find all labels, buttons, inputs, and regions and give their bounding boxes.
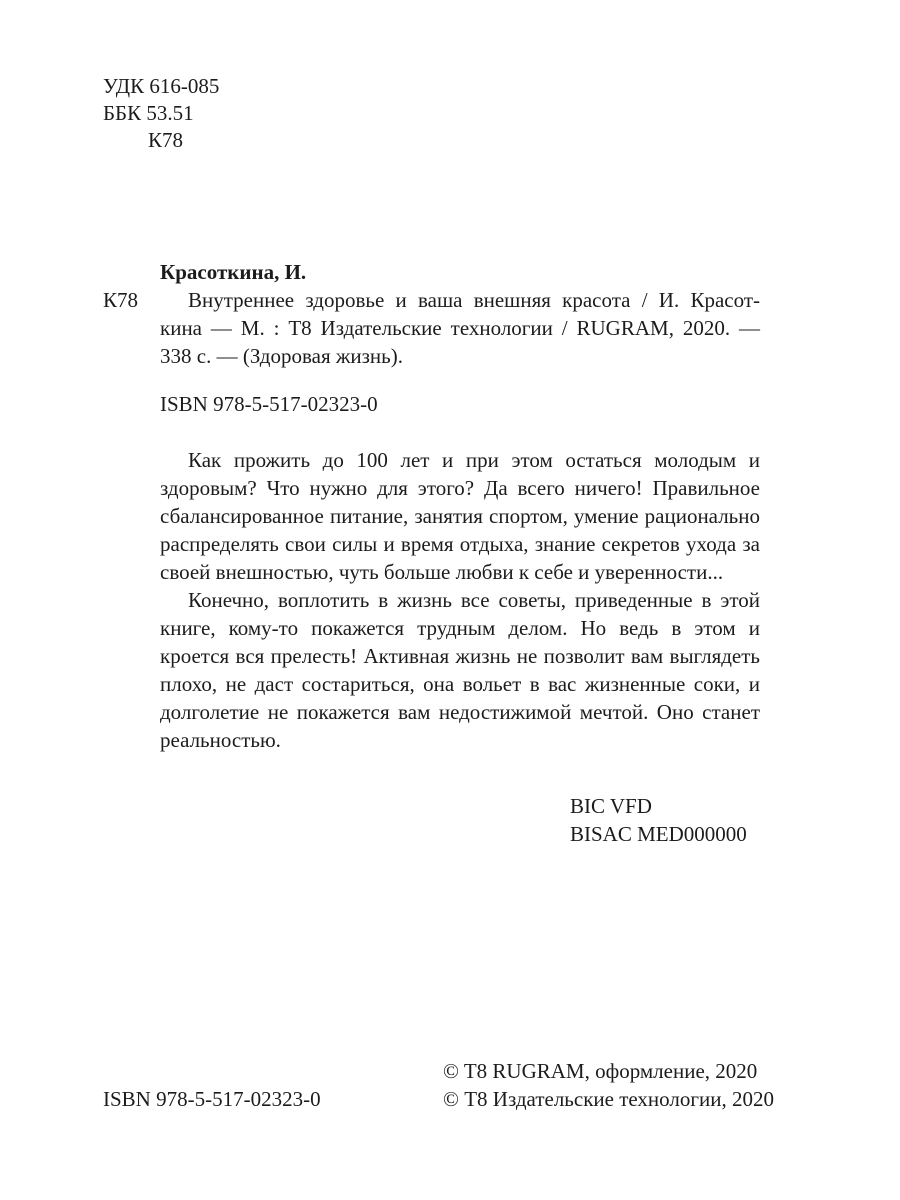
bibliographic-description-line-3: 338 с. — (Здоровая жизнь). bbox=[160, 344, 403, 368]
annotation-paragraph-1: Как прожить до 100 лет и при этом остаться молодым и здоровым? Что нужно для этого? Да всего ничего! Правильное сбалансированное питание, занятия спортом, умение рационально распределять свои силы и время отдыха, знание секретов ухода за своей внешностью, чуть больше любви к себе и уверенности... bbox=[160, 448, 760, 584]
bibliographic-description-line-1: Внутреннее здоровье и ваша внешняя красота / И. Красот- bbox=[188, 288, 760, 312]
entry-author-mark: К78 bbox=[103, 288, 139, 312]
udk-code: УДК 616-085 bbox=[103, 74, 220, 98]
bic-code: BIC VFD bbox=[570, 794, 652, 818]
bisac-code: BISAC MED000000 bbox=[570, 822, 747, 846]
annotation bbox=[160, 446, 760, 754]
copyright-publisher: © Т8 Издательские технологии, 2020 bbox=[443, 1087, 774, 1111]
isbn: ISBN 978-5-517-02323-0 bbox=[160, 392, 378, 416]
author-mark: К78 bbox=[148, 128, 184, 152]
bibliographic-description-line-2: кина — М. : Т8 Издательские технологии / RUGRAM, 2020. — bbox=[160, 316, 760, 340]
annotation-paragraph-2: Конечно, воплотить в жизнь все советы, приведенные в этой книге, кому-то покажется трудным делом. Но ведь в этом и кроется вся прелесть! Активная жизнь не позволит вам выглядеть плохо, не даст состариться, она вольет в вас жизненные соки, и долголетие не покажется вам недостижимой мечтой. Оно станет реальностью. bbox=[160, 588, 760, 752]
bbk-code: ББК 53.51 bbox=[103, 101, 194, 125]
footer-isbn: ISBN 978-5-517-02323-0 bbox=[103, 1087, 321, 1111]
copyright-design: © T8 RUGRAM, оформление, 2020 bbox=[443, 1059, 758, 1083]
author-name: Красоткина, И. bbox=[160, 260, 307, 284]
